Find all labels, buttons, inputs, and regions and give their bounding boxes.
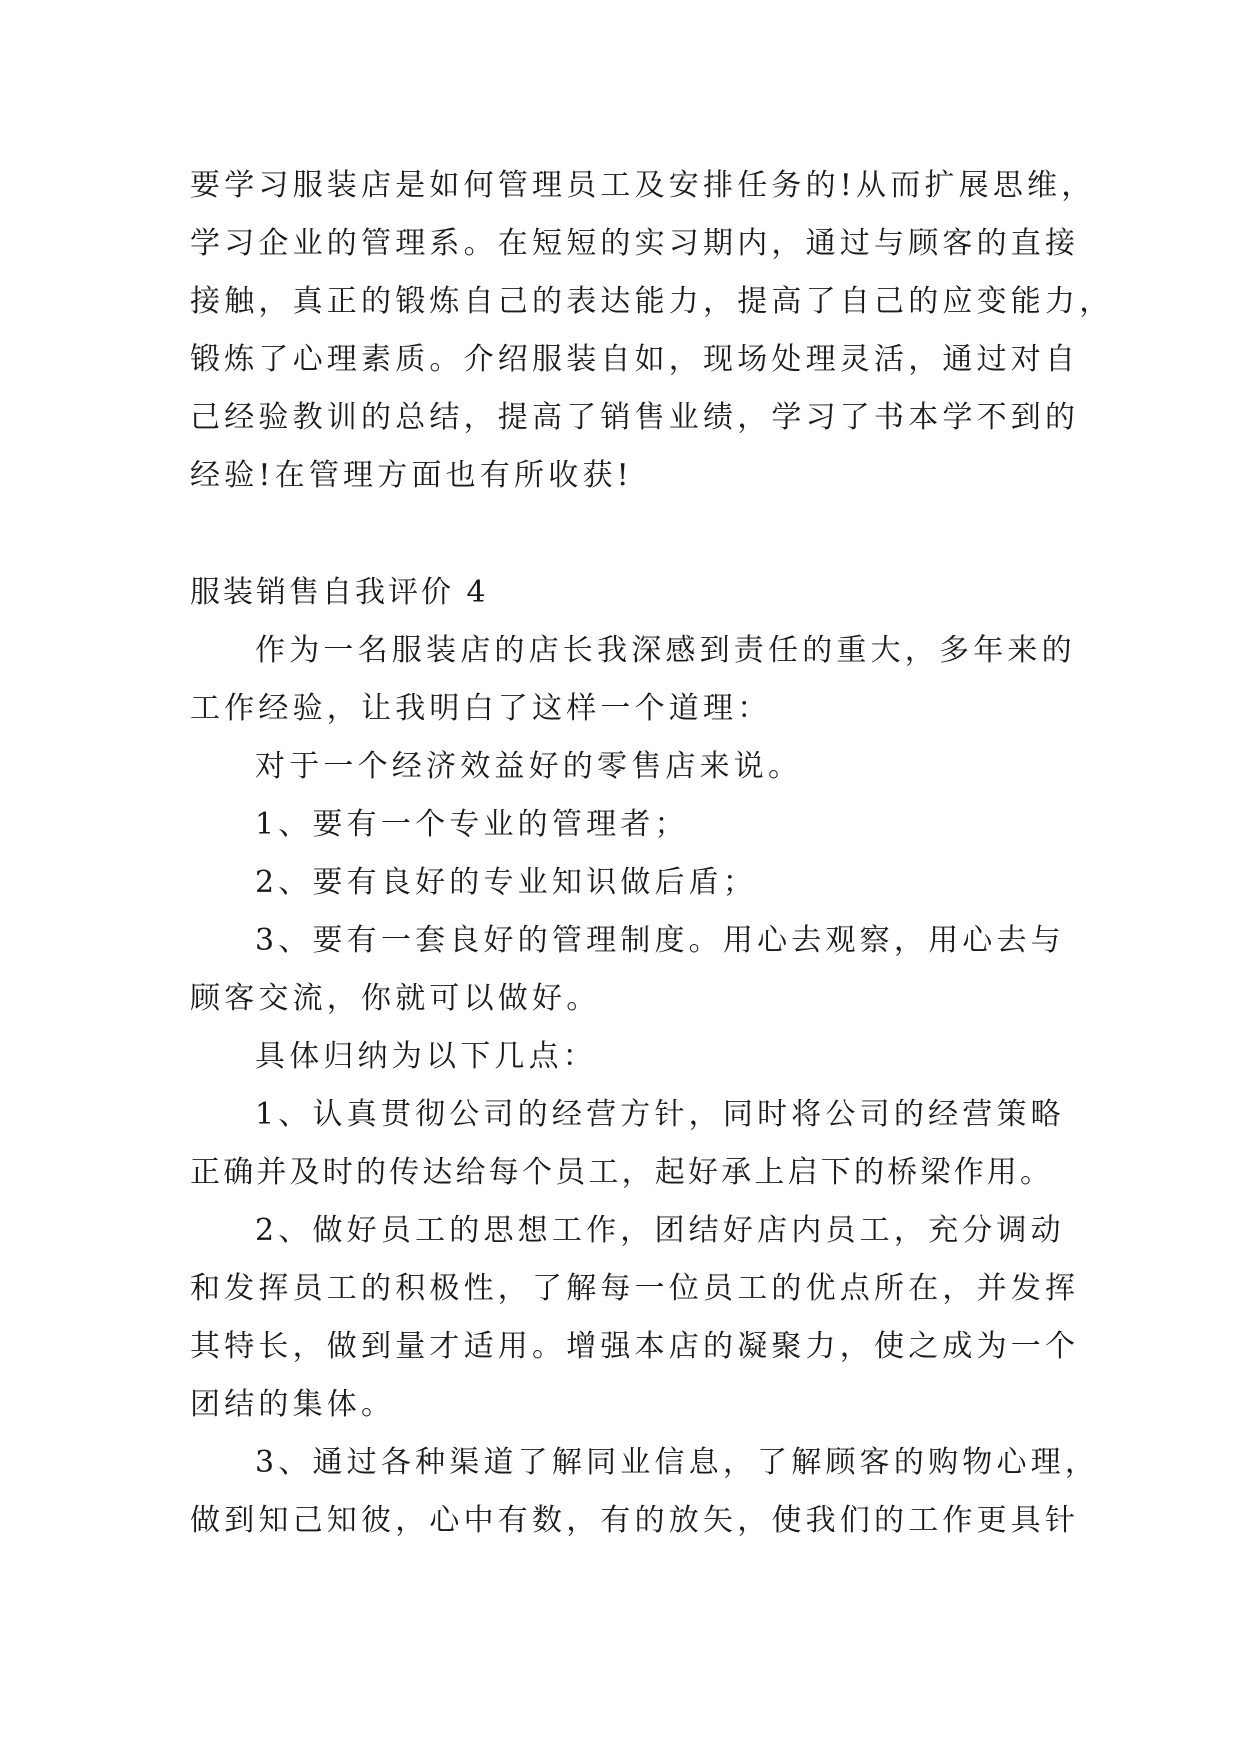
list-item: 3、要有一套良好的管理制度。用心去观察，用心去与: [255, 923, 1065, 958]
list-item: 1、认真贯彻公司的经营方针，同时将公司的经营策略: [255, 1097, 1065, 1132]
paragraph-line: 做到知己知彼，心中有数，有的放矢，使我们的工作更具针: [190, 1503, 1080, 1538]
paragraph-line: 顾客交流，你就可以做好。: [190, 981, 601, 1016]
list-item: 1、要有一个专业的管理者；: [255, 807, 689, 842]
section-title: 服装销售自我评价 4: [190, 575, 489, 610]
list-item: 3、通过各种渠道了解同业信息，了解顾客的购物心理，: [255, 1445, 1100, 1480]
paragraph-line: 团结的集体。: [190, 1387, 396, 1422]
paragraph-line: 经验!在管理方面也有所收获!: [190, 458, 633, 493]
paragraph-line: 锻炼了心理素质。介绍服装自如，现场处理灵活，通过对自: [190, 342, 1080, 377]
paragraph-line: 和发挥员工的积极性，了解每一位员工的优点所在，并发挥: [190, 1271, 1080, 1306]
list-item: 2、要有良好的专业知识做后盾；: [255, 865, 758, 900]
paragraph-line: 己经验教训的总结，提高了销售业绩，学习了书本学不到的: [190, 400, 1080, 435]
paragraph-line: 工作经验，让我明白了这样一个道理：: [190, 691, 772, 726]
paragraph-line: 要学习服装店是如何管理员工及安排任务的!从而扩展思维，: [190, 168, 1096, 203]
paragraph-line: 学习企业的管理系。在短短的实习期内，通过与顾客的直接: [190, 226, 1080, 261]
paragraph-line: 正确并及时的传达给每个员工，起好承上启下的桥梁作用。: [190, 1155, 1054, 1190]
paragraph-line: 对于一个经济效益好的零售店来说。: [255, 749, 803, 784]
list-item: 2、做好员工的思想工作，团结好店内员工，充分调动: [255, 1213, 1065, 1248]
paragraph-line: 其特长，做到量才适用。增强本店的凝聚力，使之成为一个: [190, 1329, 1080, 1364]
paragraph-line: 具体归纳为以下几点：: [255, 1039, 597, 1074]
paragraph-line: 接触，真正的锻炼自己的表达能力，提高了自己的应变能力，: [190, 284, 1114, 319]
paragraph-line: 作为一名服装店的店长我深感到责任的重大，多年来的: [255, 633, 1076, 668]
